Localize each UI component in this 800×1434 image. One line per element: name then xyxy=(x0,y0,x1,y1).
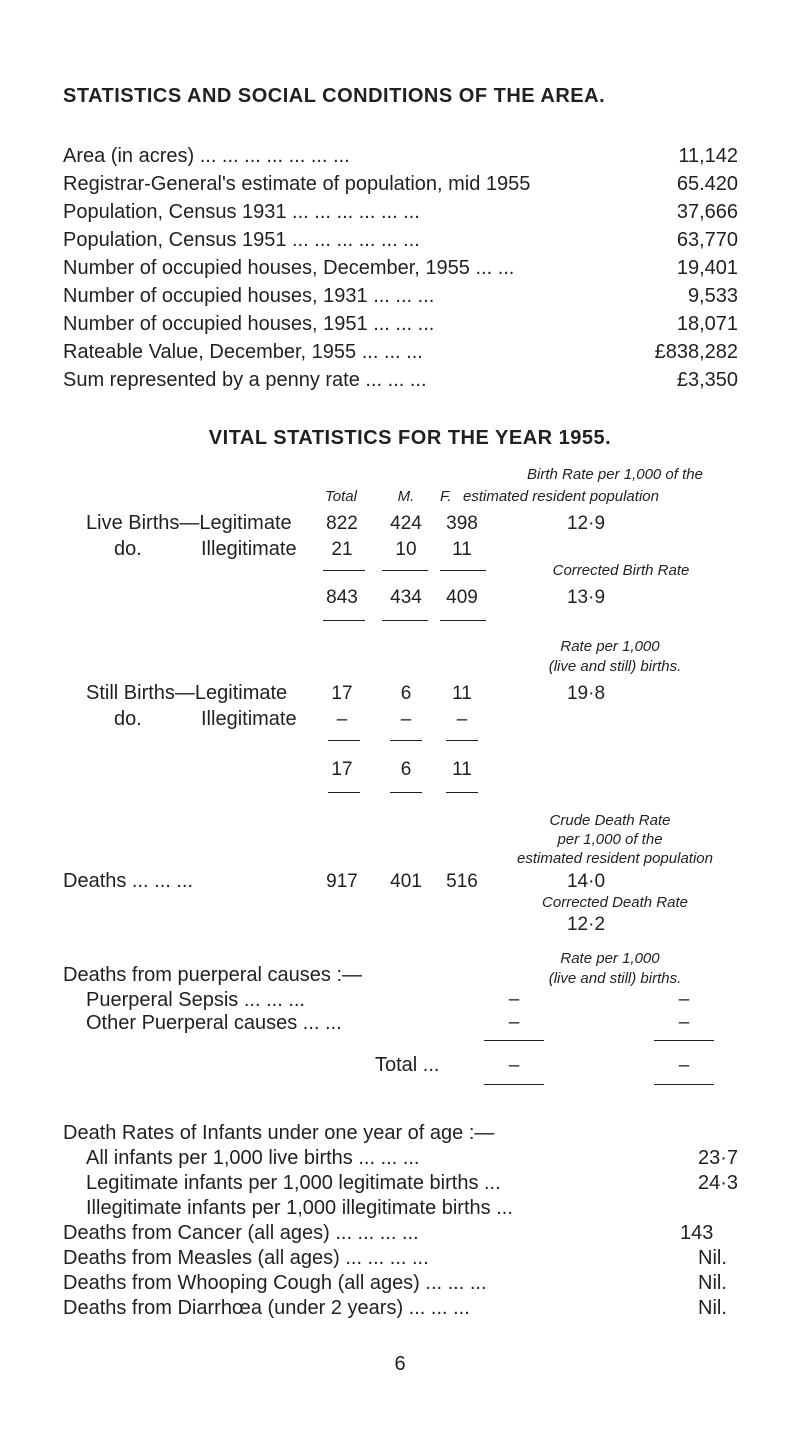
stat-label: Rateable Value, December, 1955 ... ... ... xyxy=(63,341,423,363)
deaths-total: 917 xyxy=(326,871,358,892)
death-caption-line3: estimated resident population xyxy=(517,850,713,867)
cause-row-value: Nil. xyxy=(698,1247,727,1269)
infant-row-label: Legitimate infants per 1,000 legitimate births ... xyxy=(86,1172,501,1194)
puerperal-row-rate: – xyxy=(678,989,690,1010)
cause-row-label: Deaths from Measles (all ages) ... ... ... ... xyxy=(63,1247,429,1269)
stat-label: Population, Census 1931 ... ... ... ... ... ... xyxy=(63,201,420,223)
stat-label: Registrar-General's estimate of population, mid 1955 xyxy=(63,173,531,195)
rule xyxy=(323,570,365,571)
infant-row-label: All infants per 1,000 live births ... ... ... xyxy=(86,1147,420,1169)
birth-rate-caption-line1: Birth Rate per 1,000 of the xyxy=(527,466,703,483)
cause-row-label: Deaths from Cancer (all ages) ... ... ... ... xyxy=(63,1222,419,1244)
stat-value: 11,142 xyxy=(678,145,738,167)
stat-value: £3,350 xyxy=(676,369,738,391)
live-illegit-m: 10 xyxy=(395,539,417,560)
rule xyxy=(328,740,360,741)
rule xyxy=(654,1040,714,1041)
puerperal-total-rate: – xyxy=(678,1055,690,1076)
puerperal-row-deaths: – xyxy=(508,1012,520,1033)
deaths-f: 516 xyxy=(446,871,478,892)
col-header-f: F. xyxy=(440,488,452,505)
infant-heading: Death Rates of Infants under one year of age :— xyxy=(63,1122,495,1144)
stat-value: 37,666 xyxy=(676,201,738,223)
corrected-death-rate-value: 12·2 xyxy=(566,914,606,935)
still-sum-f: 11 xyxy=(452,759,472,780)
still-rate-value: 19·8 xyxy=(566,683,606,704)
stat-label: Population, Census 1951 ... ... ... ... ... ... xyxy=(63,229,420,251)
stat-value: 63,770 xyxy=(676,229,738,251)
stat-value: 65.420 xyxy=(676,173,738,195)
rule xyxy=(328,792,360,793)
death-caption-line2: per 1,000 of the xyxy=(557,831,663,848)
cause-row-value: Nil. xyxy=(698,1272,727,1294)
cause-row-value: 143 xyxy=(680,1222,714,1244)
page-title: STATISTICS AND SOCIAL CONDITIONS OF THE AREA. xyxy=(63,85,606,107)
live-illegit-total: 21 xyxy=(331,539,353,560)
still-sum-total: 17 xyxy=(331,759,353,780)
live-legit-f: 398 xyxy=(446,513,478,534)
stat-value: 9,533 xyxy=(687,285,738,307)
stat-label: Number of occupied houses, December, 1955 ... ... xyxy=(63,257,515,279)
stat-label: Number of occupied houses, 1951 ... ... ... xyxy=(63,313,435,335)
puerperal-row-label: Puerperal Sepsis ... ... ... xyxy=(86,989,305,1011)
corrected-birth-caption: Corrected Birth Rate xyxy=(552,562,690,579)
deaths-m: 401 xyxy=(390,871,422,892)
live-legit-m: 424 xyxy=(390,513,422,534)
crude-death-rate-value: 14·0 xyxy=(566,871,606,892)
birth-rate-caption-line2: estimated resident population xyxy=(463,488,659,505)
corrected-death-caption: Corrected Death Rate xyxy=(542,894,688,911)
deaths-label: Deaths ... ... ... xyxy=(63,870,194,892)
live-sum-m: 434 xyxy=(390,587,422,608)
rule xyxy=(440,570,486,571)
cause-row-value: Nil. xyxy=(698,1297,727,1319)
cause-row-label: Deaths from Diarrhœa (under 2 years) ... ... ... xyxy=(63,1297,470,1319)
still-rate-caption-line1: Rate per 1,000 xyxy=(560,638,660,655)
rule xyxy=(382,570,428,571)
puerperal-row-deaths: – xyxy=(508,989,520,1010)
vital-stats-title: VITAL STATISTICS FOR THE YEAR 1955. xyxy=(208,427,612,449)
still-legit-f: 11 xyxy=(452,683,472,704)
puerperal-total-label: Total ... xyxy=(375,1054,440,1076)
still-rate-caption-line2: (live and still) births. xyxy=(548,658,682,675)
live-illegit-f: 11 xyxy=(452,539,472,560)
puerperal-heading: Deaths from puerperal causes :— xyxy=(63,964,363,986)
still-illegit-do: do. xyxy=(114,708,142,730)
puerperal-row-rate: – xyxy=(678,1012,690,1033)
stat-value: 18,071 xyxy=(676,313,738,335)
puerperal-caption-line1: Rate per 1,000 xyxy=(560,950,660,967)
rule xyxy=(323,620,365,621)
live-illegit-do: do. xyxy=(114,538,142,560)
still-births-label: Still Births—Legitimate xyxy=(86,682,288,704)
puerperal-caption-line2: (live and still) births. xyxy=(548,970,682,987)
puerperal-total-deaths: – xyxy=(508,1055,520,1076)
col-header-m: M. xyxy=(397,488,415,505)
stat-label: Sum represented by a penny rate ... ... ... xyxy=(63,369,427,391)
stat-value: 19,401 xyxy=(676,257,738,279)
rule xyxy=(390,792,422,793)
live-illegit-label: Illegitimate xyxy=(201,538,297,560)
still-illegit-total: – xyxy=(336,709,348,730)
rule xyxy=(446,740,478,741)
birth-rate-value: 12·9 xyxy=(566,513,606,534)
rule xyxy=(446,792,478,793)
rule xyxy=(484,1084,544,1085)
live-births-label: Live Births—Legitimate xyxy=(86,512,292,534)
still-illegit-m: – xyxy=(400,709,412,730)
live-sum-f: 409 xyxy=(446,587,478,608)
rule xyxy=(382,620,428,621)
corrected-birth-rate-value: 13·9 xyxy=(566,587,606,608)
rule xyxy=(390,740,422,741)
rule xyxy=(654,1084,714,1085)
stat-label: Area (in acres) ... ... ... ... ... ... ... xyxy=(63,145,350,167)
col-header-total: Total xyxy=(325,488,357,505)
still-legit-m: 6 xyxy=(400,683,412,704)
rule xyxy=(484,1040,544,1041)
infant-row-value: 24·3 xyxy=(697,1172,738,1194)
infant-row-label: Illegitimate infants per 1,000 illegitimate births ... xyxy=(86,1197,513,1219)
infant-row-value: 23·7 xyxy=(697,1147,738,1169)
rule xyxy=(440,620,486,621)
puerperal-row-label: Other Puerperal causes ... ... xyxy=(86,1012,342,1034)
cause-row-label: Deaths from Whooping Cough (all ages) ... ... ... xyxy=(63,1272,487,1294)
stat-value: £838,282 xyxy=(654,341,738,363)
still-legit-total: 17 xyxy=(331,683,353,704)
still-sum-m: 6 xyxy=(400,759,412,780)
stat-label: Number of occupied houses, 1931 ... ... ... xyxy=(63,285,435,307)
still-illegit-f: – xyxy=(456,709,468,730)
live-sum-total: 843 xyxy=(326,587,358,608)
still-illegit-label: Illegitimate xyxy=(201,708,297,730)
page-number: 6 xyxy=(394,1353,406,1375)
death-caption-line1: Crude Death Rate xyxy=(549,812,671,829)
live-legit-total: 822 xyxy=(326,513,358,534)
